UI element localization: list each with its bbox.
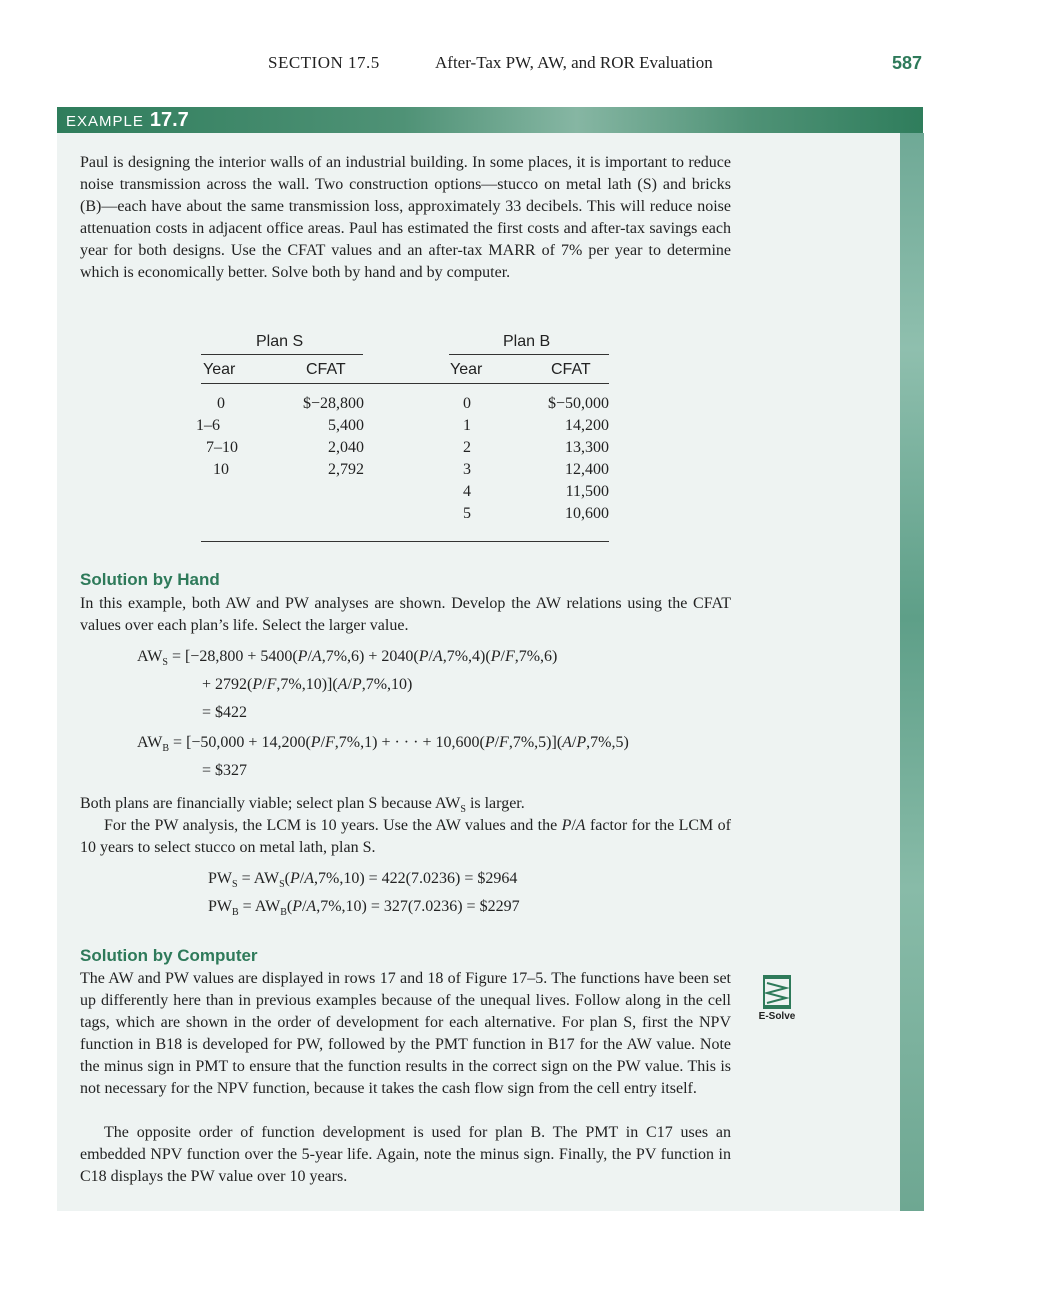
aws-equation-line2: + 2792(P/F,7%,10)](A/P,7%,10) [202,676,413,693]
plan-b-cfat-0: $−50,000 [547,395,609,412]
plan-s-cfat-1: 5,400 [328,417,364,434]
plan-b-cfat-1: 14,200 [565,417,609,434]
solution-computer-heading: Solution by Computer [80,946,258,965]
table-header-rule [201,383,609,384]
plan-b-year-1: 1 [463,417,471,434]
example-label [66,109,189,132]
section-title: After-Tax PW, AW, and ROR Evaluation [435,53,713,72]
plan-s-cfat-2: 2,040 [328,439,364,456]
aws-equation-line1: $AW_S = [-28,800 + 5400(P/A,7\%,6) + 2040(P/A,7\%,4)(P/F,7\%,6)$ [137,648,558,669]
solution-computer-paragraph-1: The AW and PW values are displayed in rows 17 and 18 of Figure 17–5. The functions have been set up differently here than in previous examples because of the unequal lives. Follow along in the cell tags, which are shown in the order of development for each alternative. For plan S, first the NPV function in B18 is developed for PW, followed by the PMT function in B17 for the AW value. Note the minus sign in PMT to ensure that the function results in the correct sign on the PW value. This is not necessary for the NPV function, because it takes the cash flow sign from the cell entry itself. [80,970,731,1097]
solution-hand-intro: In this example, both AW and PW analyses are shown. Develop the AW relations using the CFAT values over each plan’s life. Select the larger value. [80,595,731,634]
section-label: SECTION 17.5 [268,53,380,72]
plan-s-year-2: 7–10 [206,439,238,456]
plan-s-year-1: 1–6 [196,417,220,434]
plan-b-year-4: 4 [463,483,471,500]
awb-result: = $327 [202,762,248,779]
plan-b-cfat-5: 10,600 [565,505,609,522]
plan-b-title-rule [449,354,609,355]
e-solve-marker [756,975,798,1022]
solution-computer-paragraph-2: The opposite order of function development is used for plan B. The PMT in C17 uses an embedded NPV function over the 5-year life. Again, note the minus sign. Finally, the PV function in C18 displays the PW value over 10 years. [80,1124,731,1185]
example-word: EXAMPLE [66,113,144,130]
plan-s-cfat-3: 2,792 [328,461,364,478]
plan-s-year-3: 10 [213,461,229,478]
aws-result: = $422 [202,704,248,721]
e-solve-label: E-Solve [758,1011,796,1022]
decorative-side-strip [900,133,924,1211]
plan-b-cfat-header: CFAT [551,361,591,378]
plan-b-title: Plan B [503,333,551,350]
pws-equation: $PW_S = AW_S(P/A,7\%,10) = 422(7.0236)$ = $2964 [208,870,518,891]
e-solve-icon [763,975,791,1009]
plan-s-year-0: 0 [217,395,225,412]
example-number: 17.7 [149,109,189,131]
pwb-equation: $PW_B = AW_B(P/A,7\%,10) = 327(7.0236)$ = $2297 [208,898,520,919]
plan-b-year-3: 3 [463,461,471,478]
intro-paragraph: Paul is designing the interior walls of an industrial building. In some places, it is important to reduce noise transmission across the wall. Two construction options—stucco on metal lath (S) and bricks (B)—each have about the same transmission loss, approximately 33 decibels. This will reduce noise attenuation costs in adjacent office areas. Paul has estimated the first costs and after-tax savings each year for both designs. Use the CFAT values and an after-tax MARR of 7% per year to determine which is economically better. Solve both by hand and by computer. [80,154,731,281]
plan-s-cfat-header: CFAT [306,361,346,378]
plan-s-title-rule [201,354,363,355]
plan-s-title: Plan S [256,333,304,350]
awb-equation: $AW_B = [-50,000 + 14,200(P/F,7\%,1)$ + · · · + 10,600(P/F,7%,5)](A/P,7%,5) [137,734,629,755]
solution-hand-conclusion: Both plans are financially viable; select plan S because $AW_S$ is larger. [80,795,525,816]
table-bottom-rule [201,541,609,542]
solution-hand-pw-paragraph: For the PW analysis, the LCM is 10 years. Use the AW values and the P/A factor for the LCM of 10 years to select stucco on metal lath, plan S. [80,817,731,856]
plan-b-year-2: 2 [463,439,471,456]
page-number: 587 [892,53,923,73]
plan-b-year-5: 5 [463,505,471,522]
plan-s-cfat-0: $−28,800 [302,395,364,412]
plan-s-year-header: Year [203,361,236,378]
plan-b-cfat-2: 13,300 [565,439,609,456]
plan-b-year-0: 0 [463,395,471,412]
plan-b-year-header: Year [450,361,483,378]
plan-b-cfat-3: 12,400 [565,461,609,478]
plan-b-cfat-4: 11,500 [565,483,609,500]
solution-hand-heading: Solution by Hand [80,570,220,589]
